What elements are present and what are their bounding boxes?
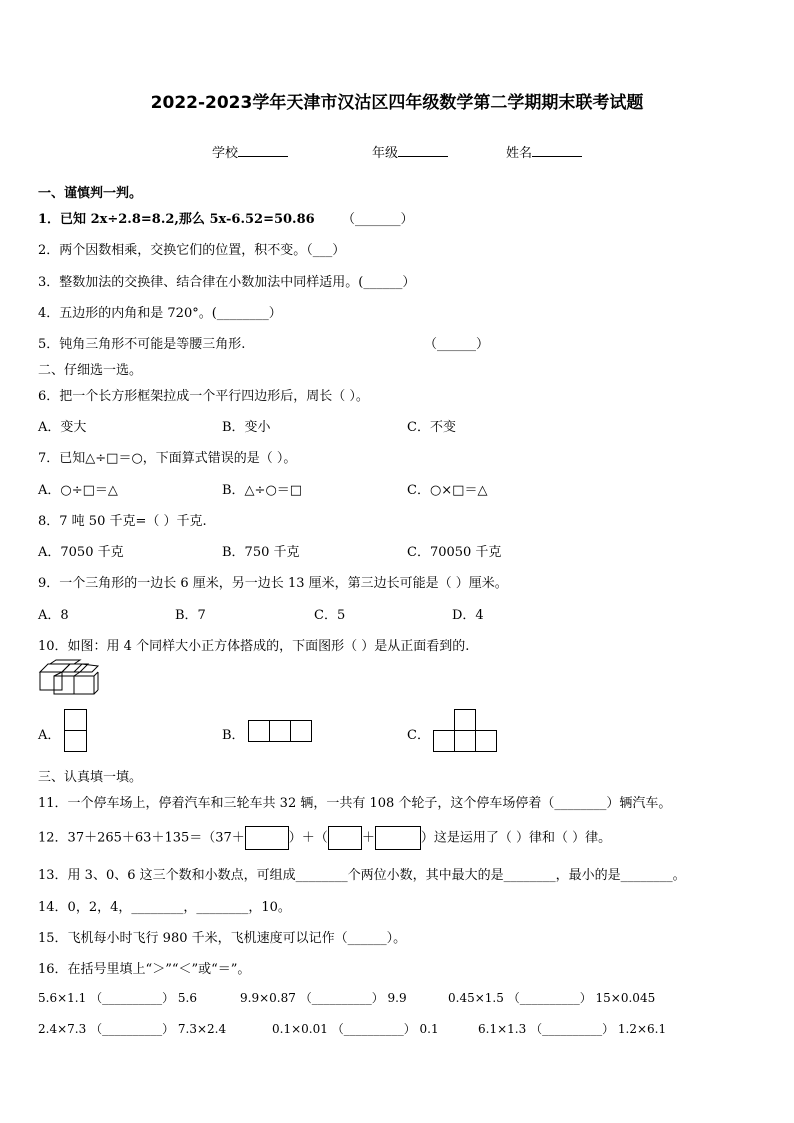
question-5: 5．钝角三角形不可能是等腰三角形. [38, 337, 246, 352]
compare-item: 0.45×1.5 （__________） 15×0.045 [448, 991, 656, 1005]
question-13: 13．用 3、0、6 这三个数和小数点，可组成________个两位小数，其中最大的是________，最小的是________。 [38, 868, 686, 883]
question-3: 3．整数加法的交换律、结合律在小数加法中同样适用。(______） [38, 275, 416, 290]
question-6: 6．把一个长方形框架拉成一个平行四边形后，周长（ ）。 [38, 389, 369, 404]
option-a: A．变大 [38, 420, 87, 435]
page-title: 2022-2023学年天津市汉沽区四年级数学第二学期期末联考试题 [150, 93, 644, 113]
option-b: B． [222, 728, 245, 743]
grade-field: 年级 [372, 142, 448, 161]
question-9: 9．一个三角形的一边长 6 厘米，另一边长 13 厘米，第三边长可能是（ ）厘米。 [38, 576, 508, 591]
answer-bracket: （_______） [342, 212, 414, 227]
option-b: B．△÷○＝□ [222, 483, 303, 498]
option-a: A．8 [38, 608, 69, 623]
question-10: 10．如图：用 4 个同样大小正方体搭成的，下面图形（ ）是从正面看到的. [38, 639, 470, 654]
section-heading: 三、认真填一填。 [38, 770, 143, 785]
cubes-figure [38, 660, 102, 696]
question-4: 4．五边形的内角和是 720°。(________） [38, 306, 282, 321]
compare-item: 6.1×1.3 （__________） 1.2×6.1 [478, 1022, 667, 1036]
section-heading: 二、仔细选一选。 [38, 363, 143, 378]
compare-item: 0.1×0.01 （__________） 0.1 [272, 1022, 439, 1036]
answer-box[interactable] [375, 826, 421, 850]
view-b-figure [248, 720, 314, 744]
question-12: 12．37＋265＋63＋135＝（37＋ ）＋（ ＋ ）这是运用了（ ）律和（ ）律。 [38, 826, 611, 850]
name-field: 姓名 [506, 142, 582, 161]
question-8: 8．7 吨 50 千克=（ ）千克. [38, 514, 207, 529]
option-c: C．不变 [407, 420, 456, 435]
option-b: B．750 千克 [222, 545, 300, 560]
option-d: D．4 [452, 608, 484, 623]
question-7: 7．已知△÷□＝○，下面算式错误的是（ ）。 [38, 451, 297, 466]
school-field: 学校 [212, 142, 288, 161]
option-c: C．○×□＝△ [407, 483, 488, 498]
question-14: 14．0，2，4，________，________，10。 [38, 900, 291, 915]
answer-bracket: （______） [424, 337, 490, 352]
answer-box[interactable] [245, 826, 289, 850]
question-15: 15．飞机每小时飞行 980 千米，飞机速度可以记作（______）。 [38, 931, 407, 946]
option-a: A．○÷□＝△ [38, 483, 118, 498]
option-c: C．5 [314, 608, 346, 623]
view-a-figure [64, 709, 88, 753]
option-c: C． [407, 728, 430, 743]
section-heading: 一、谨慎判一判。 [38, 186, 143, 201]
answer-box[interactable] [328, 826, 362, 850]
question-2: 2．两个因数相乘，交换它们的位置，积不变。（___） [38, 243, 346, 258]
question-16: 16．在括号里填上“＞”“＜”或“＝”。 [38, 962, 251, 977]
option-a: A． [38, 728, 61, 743]
question-1: 1．已知 2x÷2.8=8.2,那么 5x-6.52=50.86 [38, 212, 315, 227]
option-b: B．变小 [222, 420, 271, 435]
view-c-figure [433, 709, 499, 753]
option-b: B．7 [175, 608, 206, 623]
question-11: 11．一个停车场上，停着汽车和三轮车共 32 辆，一共有 108 个轮子，这个停车场停着（________）辆汽车。 [38, 796, 672, 811]
option-a: A．7050 千克 [38, 545, 124, 560]
compare-item: 2.4×7.3 （__________） 7.3×2.4 [38, 1022, 227, 1036]
option-c: C．70050 千克 [407, 545, 502, 560]
compare-item: 5.6×1.1 （__________） 5.6 [38, 991, 197, 1005]
compare-item: 9.9×0.87 （__________） 9.9 [240, 991, 407, 1005]
